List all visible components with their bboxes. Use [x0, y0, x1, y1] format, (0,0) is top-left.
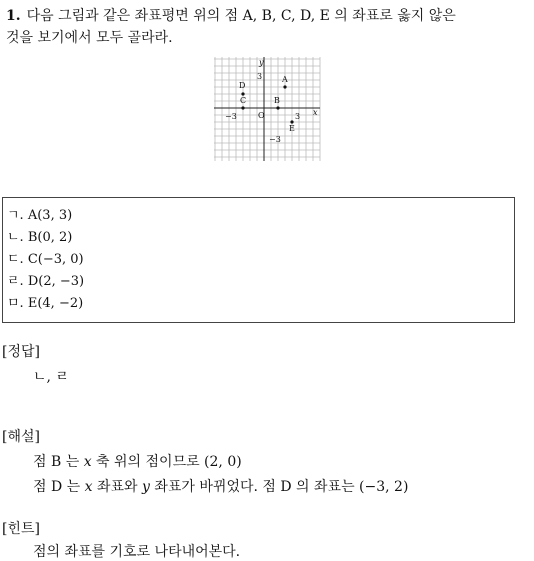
choice-marker: ㄴ. — [7, 230, 24, 245]
question-text-2: 것을 보기에서 모두 골라라. — [6, 30, 173, 46]
explanation-line-2 — [33, 478, 408, 496]
explanation-text: 좌표가 바뀌었다. 점 D 의 좌표는 (−3, 2) — [149, 479, 409, 495]
coordinate-plane — [214, 57, 324, 161]
point-label-d: D — [239, 81, 246, 90]
answer-label: [정답] — [2, 344, 40, 360]
point-d — [241, 92, 244, 95]
tick-label-y-neg: −3 — [269, 135, 281, 144]
x-axis-label: x — [313, 108, 318, 117]
choice-text: E(4, −2) — [27, 296, 84, 311]
grid — [214, 57, 320, 161]
hint-text: 점의 좌표를 기호로 나타내어본다. — [33, 544, 241, 560]
y-axis-label: y — [259, 58, 264, 67]
math-var: y — [142, 479, 150, 495]
origin-label: O — [258, 111, 265, 120]
tick-label-x-pos: 3 — [295, 112, 301, 121]
point-c — [241, 106, 244, 109]
choice-text: A(3, 3) — [27, 208, 73, 223]
question-text-1: 다음 그림과 같은 좌표평면 위의 점 A, B, C, D, E 의 좌표로 옳지 않은 — [26, 8, 456, 24]
point-label-e: E — [289, 124, 295, 133]
point-label-b: B — [274, 96, 280, 105]
points-layer — [239, 75, 295, 133]
choices-box — [2, 197, 515, 323]
choice-5 — [7, 295, 83, 313]
choice-text: B(0, 2) — [27, 230, 73, 245]
point-a — [283, 85, 286, 88]
choice-marker: ㄹ. — [7, 274, 24, 289]
explanation-line-1 — [33, 453, 242, 471]
point-label-a: A — [282, 75, 288, 84]
choice-text: C(−3, 0) — [27, 252, 84, 267]
explanation-text: 점 D 는 — [33, 479, 85, 495]
tick-label-x-neg: −3 — [225, 112, 237, 121]
choice-4 — [7, 273, 84, 291]
hint-label: [힌트] — [2, 521, 40, 537]
explanation-label: [해설] — [2, 429, 40, 445]
math-var: x — [84, 479, 93, 495]
point-label-c: C — [240, 96, 247, 105]
choice-2 — [7, 229, 72, 247]
explanation-text: 축 위의 점이므로 (2, 0) — [91, 454, 242, 470]
question-number: 1. — [6, 8, 21, 24]
choice-3 — [7, 251, 84, 269]
question-line-1 — [6, 6, 456, 26]
math-var: x — [83, 454, 92, 470]
choice-marker: ㄱ. — [7, 208, 24, 223]
point-b — [276, 106, 279, 109]
choice-text: D(2, −3) — [27, 274, 85, 289]
choice-marker: ㅁ. — [7, 296, 24, 311]
answer-text: ㄴ, ㄹ — [33, 369, 69, 385]
tick-label-y-pos: 3 — [257, 72, 263, 81]
explanation-text: 좌표와 — [92, 479, 143, 495]
choice-1 — [7, 207, 72, 225]
explanation-text: 점 B 는 — [33, 454, 84, 470]
choice-marker: ㄷ. — [7, 252, 24, 267]
question-line-2 — [6, 28, 173, 48]
